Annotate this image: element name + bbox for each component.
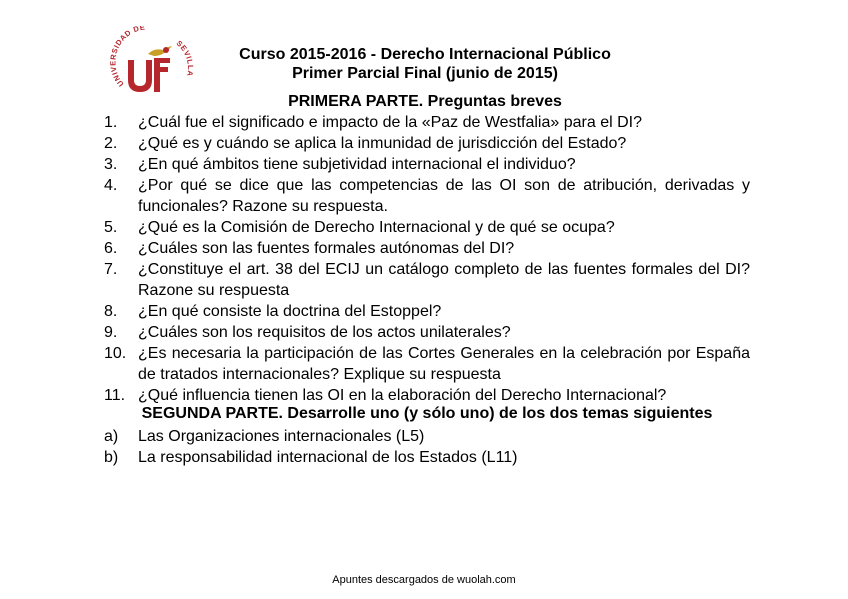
question-text: ¿Cuáles son las fuentes formales autónomas del DI?: [138, 240, 515, 257]
exam-subtitle: Primer Parcial Final (junio de 2015): [292, 65, 558, 82]
question-text: ¿Es necesaria la participación de las Cortes Generales en la celebración por España de tratados internacionales? Explique su respuesta: [138, 345, 750, 383]
question-text: ¿En qué ámbitos tiene subjetividad internacional el individuo?: [138, 156, 576, 173]
list-item: [104, 217, 750, 238]
question-text: ¿Cuáles son los requisitos de los actos unilaterales?: [138, 324, 511, 341]
question-text: ¿Qué influencia tienen las OI en la elaboración del Derecho Internacional?: [138, 387, 667, 404]
part2-heading-bold: SEGUNDA PARTE: [141, 405, 279, 422]
question-text: ¿Qué es y cuándo se aplica la inmunidad de jurisdicción del Estado?: [138, 135, 627, 152]
part1-heading-rest: . Preguntas breves: [418, 93, 562, 110]
list-item: [104, 259, 750, 301]
list-item: [104, 447, 750, 468]
question-text: ¿Qué es la Comisión de Derecho Internacional y de qué se ocupa?: [138, 219, 615, 236]
question-number: 4.: [104, 177, 118, 194]
question-text: ¿Cuál fue el significado e impacto de la «Paz de Westfalia» para el DI?: [138, 114, 642, 131]
question-number: 2.: [104, 135, 118, 152]
question-number: 3.: [104, 156, 118, 173]
question-text: ¿Por qué se dice que las competencias de las OI son de atribución, derivadas y funcionales? Razone su respuesta.: [138, 177, 750, 215]
university-seal-icon: [110, 26, 196, 96]
part2-heading: [104, 404, 750, 424]
list-item: [104, 154, 750, 175]
logo-text-side: SEVILLA: [174, 38, 196, 78]
question-number: 10.: [104, 345, 127, 362]
question-number: 9.: [104, 324, 118, 341]
questions-list: [104, 112, 750, 406]
topic-letter: b): [104, 449, 119, 466]
logo-text-top: UNI SIDAD DE: [110, 26, 146, 89]
list-item: [104, 238, 750, 259]
list-item: [104, 343, 750, 385]
question-number: 1.: [104, 114, 118, 131]
list-item: [104, 301, 750, 322]
question-number: 8.: [104, 303, 118, 320]
question-number: 5.: [104, 219, 118, 236]
question-number: 7.: [104, 261, 118, 278]
part2-heading-rest: . Desarrolle uno (y sólo uno) de los dos temas siguientes: [278, 405, 713, 422]
topic-letter: a): [104, 428, 119, 445]
list-item: [104, 133, 750, 154]
list-item: [104, 385, 750, 406]
part1-heading-bold: PRIMERA PARTE: [288, 93, 419, 110]
topics-list: [104, 426, 750, 468]
exam-header: [200, 45, 650, 83]
list-item: [104, 322, 750, 343]
list-item: [104, 112, 750, 133]
question-text: ¿Constituye el art. 38 del ECIJ un catálogo completo de las fuentes formales del DI? Razone su respuesta: [138, 261, 750, 299]
list-item: [104, 175, 750, 217]
question-text: ¿En qué consiste la doctrina del Estoppel?: [138, 303, 442, 320]
question-number: 11.: [104, 387, 126, 404]
part1-heading: [200, 92, 650, 111]
course-title: Curso 2015-2016 - Derecho Internacional Público: [239, 46, 611, 63]
list-item: [104, 426, 750, 447]
topic-text: Las Organizaciones internacionales (L5): [138, 428, 425, 445]
question-number: 6.: [104, 240, 118, 257]
university-logo: [110, 26, 196, 96]
page-footer: Apuntes descargados de wuolah.com: [332, 574, 516, 586]
svg-text:UNIVERSIDAD DE: [110, 26, 146, 88]
topic-text: La responsabilidad internacional de los Estados (L11): [138, 449, 518, 466]
svg-text:SEVILLA: [175, 39, 195, 78]
